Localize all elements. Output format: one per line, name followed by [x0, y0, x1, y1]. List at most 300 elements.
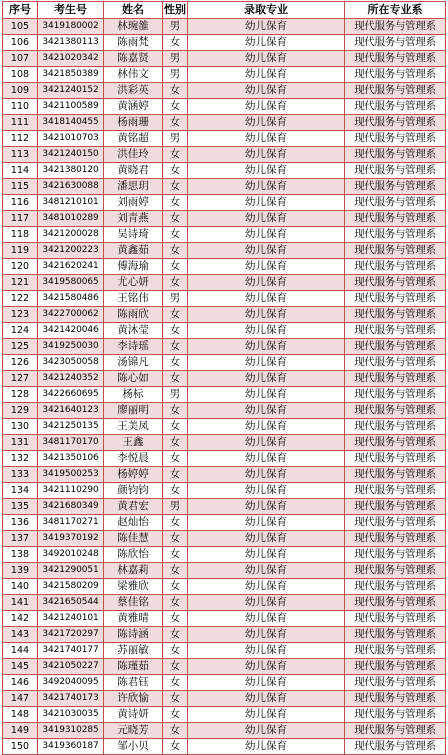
cell-gender: 女 — [163, 675, 188, 691]
cell-department: 现代服务与管理系 — [345, 691, 446, 707]
cell-exam-id: 3421380120 — [38, 163, 104, 179]
cell-index: 140 — [3, 579, 38, 595]
cell-department: 现代服务与管理系 — [345, 499, 446, 515]
cell-name: 汤锦凡 — [104, 355, 163, 371]
cell-major: 幼儿保育 — [188, 339, 345, 355]
table-row — [3, 179, 446, 195]
cell-department: 现代服务与管理系 — [345, 387, 446, 403]
cell-major: 幼儿保育 — [188, 387, 345, 403]
cell-gender: 女 — [163, 115, 188, 131]
cell-index: 105 — [3, 19, 38, 35]
cell-major: 幼儿保育 — [188, 659, 345, 675]
cell-index: 129 — [3, 403, 38, 419]
cell-gender: 女 — [163, 579, 188, 595]
cell-exam-id: 3421050227 — [38, 659, 104, 675]
cell-index: 148 — [3, 707, 38, 723]
cell-index: 130 — [3, 419, 38, 435]
cell-major: 幼儿保育 — [188, 739, 345, 755]
table-row — [3, 451, 446, 467]
table-row — [3, 211, 446, 227]
cell-department: 现代服务与管理系 — [345, 131, 446, 147]
cell-exam-id: 3481010289 — [38, 211, 104, 227]
cell-index: 146 — [3, 675, 38, 691]
cell-gender: 女 — [163, 259, 188, 275]
cell-major: 幼儿保育 — [188, 627, 345, 643]
cell-exam-id: 3421620241 — [38, 259, 104, 275]
cell-major: 幼儿保育 — [188, 99, 345, 115]
table-row — [3, 131, 446, 147]
cell-name: 刘雨婷 — [104, 195, 163, 211]
cell-major: 幼儿保育 — [188, 227, 345, 243]
cell-major: 幼儿保育 — [188, 355, 345, 371]
cell-index: 132 — [3, 451, 38, 467]
table-header — [3, 2, 446, 19]
cell-gender: 男 — [163, 387, 188, 403]
cell-department: 现代服务与管理系 — [345, 611, 446, 627]
cell-major: 幼儿保育 — [188, 675, 345, 691]
table-row — [3, 611, 446, 627]
cell-index: 136 — [3, 515, 38, 531]
cell-index: 107 — [3, 51, 38, 67]
cell-index: 123 — [3, 307, 38, 323]
cell-gender: 女 — [163, 595, 188, 611]
cell-major: 幼儿保育 — [188, 195, 345, 211]
cell-department: 现代服务与管理系 — [345, 467, 446, 483]
cell-exam-id: 3421720297 — [38, 627, 104, 643]
table-row — [3, 467, 446, 483]
table-row — [3, 147, 446, 163]
cell-exam-id: 3421240150 — [38, 147, 104, 163]
cell-gender: 男 — [163, 499, 188, 515]
cell-major: 幼儿保育 — [188, 131, 345, 147]
cell-index: 117 — [3, 211, 38, 227]
cell-index: 143 — [3, 627, 38, 643]
cell-department: 现代服务与管理系 — [345, 675, 446, 691]
cell-index: 119 — [3, 243, 38, 259]
table-row — [3, 99, 446, 115]
cell-gender: 男 — [163, 67, 188, 83]
cell-department: 现代服务与管理系 — [345, 291, 446, 307]
cell-name: 黄涵婷 — [104, 99, 163, 115]
cell-exam-id: 3421580209 — [38, 579, 104, 595]
cell-major: 幼儿保育 — [188, 723, 345, 739]
cell-exam-id: 3419500253 — [38, 467, 104, 483]
cell-name: 林琬雒 — [104, 19, 163, 35]
cell-department: 现代服务与管理系 — [345, 51, 446, 67]
cell-name: 黄雅晴 — [104, 611, 163, 627]
cell-major: 幼儿保育 — [188, 179, 345, 195]
cell-major: 幼儿保育 — [188, 259, 345, 275]
cell-gender: 男 — [163, 131, 188, 147]
cell-gender: 女 — [163, 323, 188, 339]
table-row — [3, 323, 446, 339]
cell-name: 廖丽明 — [104, 403, 163, 419]
cell-major: 幼儿保育 — [188, 579, 345, 595]
cell-department: 现代服务与管理系 — [345, 627, 446, 643]
cell-gender: 女 — [163, 707, 188, 723]
cell-exam-id: 3421030035 — [38, 707, 104, 723]
cell-name: 许欣愉 — [104, 691, 163, 707]
cell-gender: 女 — [163, 163, 188, 179]
cell-department: 现代服务与管理系 — [345, 707, 446, 723]
cell-index: 111 — [3, 115, 38, 131]
admission-table — [2, 1, 446, 755]
cell-gender: 女 — [163, 643, 188, 659]
cell-major: 幼儿保育 — [188, 643, 345, 659]
cell-department: 现代服务与管理系 — [345, 163, 446, 179]
cell-index: 120 — [3, 259, 38, 275]
table-row — [3, 483, 446, 499]
cell-major: 幼儿保育 — [188, 323, 345, 339]
cell-exam-id: 3422660695 — [38, 387, 104, 403]
cell-index: 149 — [3, 723, 38, 739]
cell-name: 陈欣怡 — [104, 547, 163, 563]
cell-department: 现代服务与管理系 — [345, 275, 446, 291]
cell-exam-id: 3422700062 — [38, 307, 104, 323]
cell-name: 黄君宏 — [104, 499, 163, 515]
cell-gender: 女 — [163, 435, 188, 451]
cell-exam-id: 3421250135 — [38, 419, 104, 435]
cell-department: 现代服务与管理系 — [345, 355, 446, 371]
cell-name: 黄沐莹 — [104, 323, 163, 339]
cell-exam-id: 3419370192 — [38, 531, 104, 547]
cell-name: 洪彩英 — [104, 83, 163, 99]
cell-name: 陈嘉贤 — [104, 51, 163, 67]
table-row — [3, 259, 446, 275]
cell-gender: 女 — [163, 627, 188, 643]
cell-gender: 女 — [163, 531, 188, 547]
cell-gender: 男 — [163, 291, 188, 307]
cell-index: 144 — [3, 643, 38, 659]
table-row — [3, 195, 446, 211]
table-row — [3, 115, 446, 131]
header-exam-id: 考生号 — [38, 2, 104, 19]
cell-name: 陈雨梵 — [104, 35, 163, 51]
cell-gender: 女 — [163, 243, 188, 259]
cell-name: 洪佳玲 — [104, 147, 163, 163]
cell-index: 142 — [3, 611, 38, 627]
cell-index: 109 — [3, 83, 38, 99]
table-row — [3, 499, 446, 515]
table-row — [3, 595, 446, 611]
cell-major: 幼儿保育 — [188, 163, 345, 179]
table-row — [3, 627, 446, 643]
cell-gender: 女 — [163, 563, 188, 579]
cell-exam-id: 3481170170 — [38, 435, 104, 451]
table-row — [3, 291, 446, 307]
table-row — [3, 675, 446, 691]
cell-major: 幼儿保育 — [188, 19, 345, 35]
cell-name: 陈君钰 — [104, 675, 163, 691]
cell-gender: 女 — [163, 147, 188, 163]
cell-gender: 女 — [163, 307, 188, 323]
table-row — [3, 19, 446, 35]
cell-major: 幼儿保育 — [188, 275, 345, 291]
cell-exam-id: 3423050058 — [38, 355, 104, 371]
cell-exam-id: 3421650544 — [38, 595, 104, 611]
table-row — [3, 83, 446, 99]
cell-name: 杨婷婷 — [104, 467, 163, 483]
cell-name: 陈雨欣 — [104, 307, 163, 323]
cell-index: 125 — [3, 339, 38, 355]
cell-index: 110 — [3, 99, 38, 115]
cell-department: 现代服务与管理系 — [345, 323, 446, 339]
cell-name: 王鑫 — [104, 435, 163, 451]
cell-gender: 女 — [163, 99, 188, 115]
cell-exam-id: 3419180002 — [38, 19, 104, 35]
cell-index: 116 — [3, 195, 38, 211]
table-row — [3, 51, 446, 67]
cell-department: 现代服务与管理系 — [345, 147, 446, 163]
cell-index: 145 — [3, 659, 38, 675]
cell-index: 138 — [3, 547, 38, 563]
table-row — [3, 419, 446, 435]
cell-exam-id: 3481210101 — [38, 195, 104, 211]
cell-gender: 女 — [163, 659, 188, 675]
cell-index: 124 — [3, 323, 38, 339]
header-name: 姓名 — [104, 2, 163, 19]
cell-name: 黄诗妍 — [104, 707, 163, 723]
cell-department: 现代服务与管理系 — [345, 339, 446, 355]
cell-name: 陈瑾茹 — [104, 659, 163, 675]
cell-exam-id: 3421350106 — [38, 451, 104, 467]
cell-department: 现代服务与管理系 — [345, 227, 446, 243]
cell-name: 黄晓君 — [104, 163, 163, 179]
cell-gender: 女 — [163, 339, 188, 355]
cell-index: 118 — [3, 227, 38, 243]
cell-index: 141 — [3, 595, 38, 611]
cell-gender: 女 — [163, 515, 188, 531]
cell-major: 幼儿保育 — [188, 531, 345, 547]
cell-exam-id: 3421240101 — [38, 611, 104, 627]
cell-name: 邹小贝 — [104, 739, 163, 755]
cell-index: 139 — [3, 563, 38, 579]
cell-major: 幼儿保育 — [188, 371, 345, 387]
cell-department: 现代服务与管理系 — [345, 435, 446, 451]
cell-exam-id: 3421640123 — [38, 403, 104, 419]
cell-exam-id: 3421200028 — [38, 227, 104, 243]
cell-major: 幼儿保育 — [188, 595, 345, 611]
table-row — [3, 243, 446, 259]
cell-index: 150 — [3, 739, 38, 755]
cell-department: 现代服务与管理系 — [345, 99, 446, 115]
table-row — [3, 563, 446, 579]
cell-exam-id: 3421010703 — [38, 131, 104, 147]
cell-major: 幼儿保育 — [188, 515, 345, 531]
cell-index: 137 — [3, 531, 38, 547]
table-row — [3, 387, 446, 403]
cell-name: 陈心如 — [104, 371, 163, 387]
cell-name: 陈佳慧 — [104, 531, 163, 547]
cell-major: 幼儿保育 — [188, 499, 345, 515]
cell-department: 现代服务与管理系 — [345, 579, 446, 595]
cell-index: 126 — [3, 355, 38, 371]
cell-department: 现代服务与管理系 — [345, 723, 446, 739]
table-row — [3, 723, 446, 739]
cell-major: 幼儿保育 — [188, 67, 345, 83]
cell-major: 幼儿保育 — [188, 419, 345, 435]
header-index: 序号 — [3, 2, 38, 19]
cell-exam-id: 3492040095 — [38, 675, 104, 691]
cell-department: 现代服务与管理系 — [345, 83, 446, 99]
cell-name: 李诗瑶 — [104, 339, 163, 355]
cell-name: 颜钧钧 — [104, 483, 163, 499]
cell-department: 现代服务与管理系 — [345, 451, 446, 467]
cell-major: 幼儿保育 — [188, 691, 345, 707]
cell-exam-id: 3421740177 — [38, 643, 104, 659]
table-body — [3, 19, 446, 755]
cell-exam-id: 3421240152 — [38, 83, 104, 99]
table-row — [3, 275, 446, 291]
cell-department: 现代服务与管理系 — [345, 659, 446, 675]
cell-exam-id: 3421380113 — [38, 35, 104, 51]
cell-gender: 女 — [163, 403, 188, 419]
cell-exam-id: 3419360187 — [38, 739, 104, 755]
table-row — [3, 659, 446, 675]
cell-major: 幼儿保育 — [188, 211, 345, 227]
cell-gender: 男 — [163, 51, 188, 67]
cell-major: 幼儿保育 — [188, 51, 345, 67]
cell-major: 幼儿保育 — [188, 451, 345, 467]
cell-department: 现代服务与管理系 — [345, 643, 446, 659]
cell-gender: 女 — [163, 355, 188, 371]
table-row — [3, 739, 446, 755]
cell-department: 现代服务与管理系 — [345, 739, 446, 755]
cell-major: 幼儿保育 — [188, 467, 345, 483]
table-row — [3, 67, 446, 83]
cell-gender: 女 — [163, 723, 188, 739]
table-row — [3, 355, 446, 371]
cell-exam-id: 3419310285 — [38, 723, 104, 739]
cell-major: 幼儿保育 — [188, 563, 345, 579]
cell-name: 苏丽敏 — [104, 643, 163, 659]
cell-index: 122 — [3, 291, 38, 307]
cell-department: 现代服务与管理系 — [345, 179, 446, 195]
cell-gender: 女 — [163, 195, 188, 211]
cell-department: 现代服务与管理系 — [345, 243, 446, 259]
cell-name: 林嘉莉 — [104, 563, 163, 579]
table-row — [3, 307, 446, 323]
cell-major: 幼儿保育 — [188, 147, 345, 163]
cell-exam-id: 3421630088 — [38, 179, 104, 195]
cell-name: 黄铭超 — [104, 131, 163, 147]
table-row — [3, 643, 446, 659]
cell-name: 陈诗涵 — [104, 627, 163, 643]
cell-index: 106 — [3, 35, 38, 51]
cell-gender: 女 — [163, 611, 188, 627]
cell-major: 幼儿保育 — [188, 243, 345, 259]
table-row — [3, 531, 446, 547]
cell-exam-id: 3421200223 — [38, 243, 104, 259]
cell-department: 现代服务与管理系 — [345, 259, 446, 275]
cell-name: 赵灿怡 — [104, 515, 163, 531]
cell-index: 121 — [3, 275, 38, 291]
table-row — [3, 579, 446, 595]
cell-department: 现代服务与管理系 — [345, 67, 446, 83]
cell-index: 115 — [3, 179, 38, 195]
cell-department: 现代服务与管理系 — [345, 35, 446, 51]
table-row — [3, 515, 446, 531]
cell-exam-id: 3421680349 — [38, 499, 104, 515]
table-row — [3, 435, 446, 451]
cell-gender: 女 — [163, 179, 188, 195]
admission-list-sheet — [2, 1, 445, 755]
cell-major: 幼儿保育 — [188, 291, 345, 307]
header-major: 录取专业 — [188, 2, 345, 19]
cell-major: 幼儿保育 — [188, 35, 345, 51]
cell-department: 现代服务与管理系 — [345, 371, 446, 387]
cell-major: 幼儿保育 — [188, 707, 345, 723]
table-row — [3, 35, 446, 51]
cell-gender: 男 — [163, 19, 188, 35]
header-department: 所在专业系 — [345, 2, 446, 19]
cell-gender: 女 — [163, 739, 188, 755]
cell-name: 傅海瑜 — [104, 259, 163, 275]
cell-index: 134 — [3, 483, 38, 499]
cell-exam-id: 3421020342 — [38, 51, 104, 67]
table-row — [3, 163, 446, 179]
cell-gender: 女 — [163, 35, 188, 51]
cell-major: 幼儿保育 — [188, 403, 345, 419]
cell-name: 黄鑫茹 — [104, 243, 163, 259]
cell-name: 梁雅欣 — [104, 579, 163, 595]
table-row — [3, 227, 446, 243]
cell-gender: 女 — [163, 691, 188, 707]
cell-department: 现代服务与管理系 — [345, 515, 446, 531]
table-row — [3, 403, 446, 419]
cell-name: 吴诗琦 — [104, 227, 163, 243]
cell-name: 杨雨珊 — [104, 115, 163, 131]
cell-gender: 女 — [163, 275, 188, 291]
cell-name: 刘青燕 — [104, 211, 163, 227]
cell-exam-id: 3419250030 — [38, 339, 104, 355]
cell-gender: 女 — [163, 419, 188, 435]
header-gender: 性别 — [163, 2, 188, 19]
cell-index: 135 — [3, 499, 38, 515]
cell-gender: 女 — [163, 83, 188, 99]
cell-gender: 女 — [163, 227, 188, 243]
cell-major: 幼儿保育 — [188, 435, 345, 451]
cell-major: 幼儿保育 — [188, 307, 345, 323]
cell-department: 现代服务与管理系 — [345, 531, 446, 547]
cell-major: 幼儿保育 — [188, 115, 345, 131]
cell-exam-id: 3421420046 — [38, 323, 104, 339]
cell-name: 李悦晨 — [104, 451, 163, 467]
cell-department: 现代服务与管理系 — [345, 547, 446, 563]
cell-exam-id: 3421740173 — [38, 691, 104, 707]
cell-department: 现代服务与管理系 — [345, 211, 446, 227]
cell-index: 128 — [3, 387, 38, 403]
cell-index: 127 — [3, 371, 38, 387]
cell-gender: 女 — [163, 371, 188, 387]
cell-name: 潘思玥 — [104, 179, 163, 195]
cell-major: 幼儿保育 — [188, 611, 345, 627]
cell-name: 元晓芳 — [104, 723, 163, 739]
cell-name: 王铭伟 — [104, 291, 163, 307]
header-row — [3, 2, 446, 19]
cell-major: 幼儿保育 — [188, 547, 345, 563]
cell-department: 现代服务与管理系 — [345, 307, 446, 323]
cell-exam-id: 3421850389 — [38, 67, 104, 83]
cell-department: 现代服务与管理系 — [345, 115, 446, 131]
cell-exam-id: 3418140455 — [38, 115, 104, 131]
cell-department: 现代服务与管理系 — [345, 419, 446, 435]
cell-department: 现代服务与管理系 — [345, 403, 446, 419]
table-row — [3, 707, 446, 723]
table-row — [3, 691, 446, 707]
cell-exam-id: 3421100589 — [38, 99, 104, 115]
cell-exam-id: 3421580486 — [38, 291, 104, 307]
